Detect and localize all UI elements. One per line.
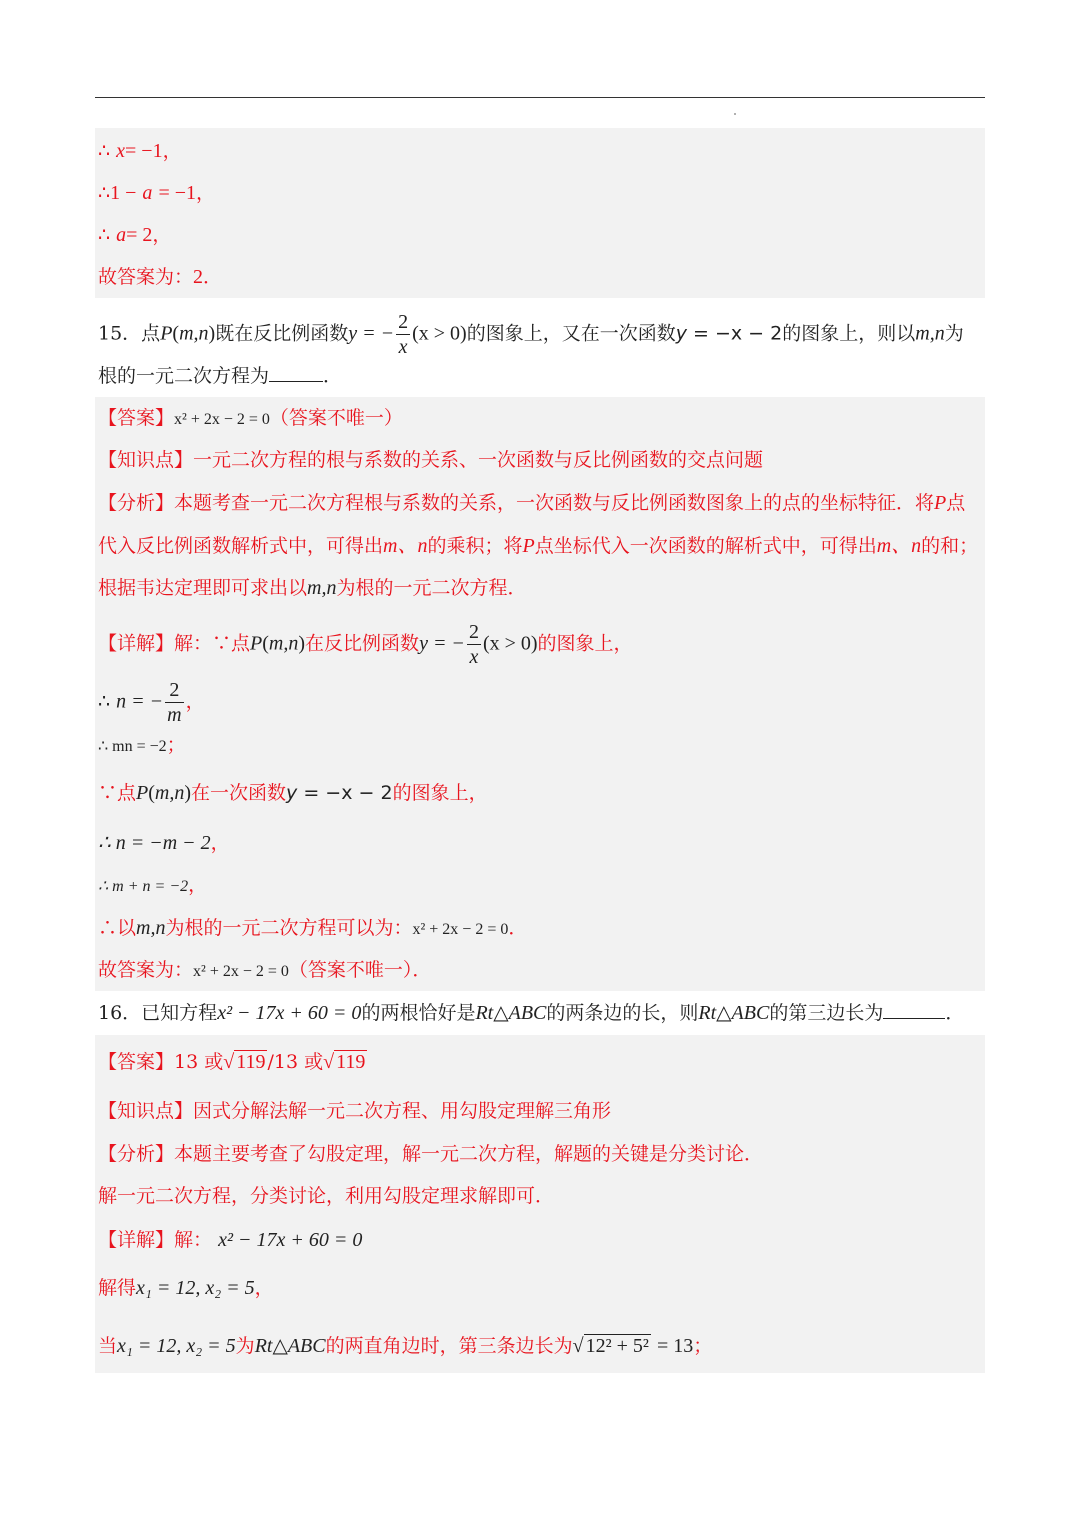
a15-analysis-3: 根据韦达定理即可求出以m,n为根的一元二次方程． [98,577,527,599]
a15-step-4: ∴ n = −m − 2， [98,832,230,854]
a16-sqrt-2: √ 119 [323,1051,366,1073]
sol14-step3: ∴ a= 2， [98,224,172,246]
sol14-step1: ∴ x= −1， [98,140,182,162]
a15-detail-1: 【详解】解：∵点P(m,n)在反比例函数y = − $\frac{2}{x}$ (x > 0)的图象上， [98,621,633,668]
q15-line1: 15．点P(m,n)既在反比例函数y = − $\frac{2}{x}$ (x > 0)的图象上，又在一次函数y = −x − 2的图象上，则以m,n为 [98,311,964,358]
a15-step-5: ∴ m + n = −2， [98,874,208,896]
a16-sqrt-1: √ 119 [223,1051,266,1073]
a15-step-2: ∴ mn = −2； [98,734,186,756]
a16-case-1: 当x₁ = 12, x₂ = 5为Rt△ABC的两直角边时，第三条边长为√ 12² + 5² = 13； [98,1332,985,1360]
a15-knowledge: 【知识点】一元二次方程的根与系数的关系、一次函数与反比例函数的交点问题 [98,449,764,471]
a15-analysis-2: 代入反比例函数解析式中，可得出m、n的乘积；将P点坐标代入一次函数的解析式中，可得出m、n的和； [98,535,979,557]
a15-analysis-1: 【分析】本题考查一元二次方程根与系数的关系，一次函数与反比例函数图象上的点的坐标特征．将P点 [98,492,966,514]
a16-analysis-2: 解一元二次方程，分类讨论，利用勾股定理求解即可． [98,1185,555,1207]
q16-answer-blank [883,1000,945,1019]
a15-answer: 【答案】x² + 2x − 2 = 0（答案不唯一） [98,407,403,429]
q15-line2: 根的一元二次方程为 ． [98,365,343,387]
header-dot [734,113,736,115]
a15-step-1: ∴ n = − $\frac{2}{m}$ ， [98,679,205,726]
a16-solutions: 解得x₁ = 12, x₂ = 5， [98,1277,274,1299]
q15-fraction: $\frac{2}{x}$ [398,311,409,358]
a16-detail-1: 【详解】解： x² − 17x + 60 = 0 [98,1229,363,1251]
q15-answer-blank [269,363,323,382]
sol14-answer: 故答案为：2． [98,266,223,288]
a15-step1-fraction: $\frac{2}{m}$ [167,679,182,726]
sol14-step2: ∴1 − a = −1， [98,182,216,204]
a16-case-sqrt: √ 12² + 5² [572,1335,649,1357]
a16-knowledge: 【知识点】因式分解法解一元二次方程、用勾股定理解三角形 [98,1100,612,1122]
a16-analysis-1: 【分析】本题主要考查了勾股定理，解一元二次方程，解题的关键是分类讨论． [98,1143,764,1165]
header-rule [95,97,985,98]
a15-step-6: ∴以m,n为根的一元二次方程可以为：x² + 2x − 2 = 0． [98,917,528,939]
q16-line: 16．已知方程x² − 17x + 60 = 0的两根恰好是Rt△ABC的两条边的长，则Rt△ABC的第三边长为 ． [98,1002,965,1024]
a15-step-3: ∵点P(m,n)在一次函数y = −x − 2的图象上， [98,782,488,804]
a15-final-answer: 故答案为：x² + 2x − 2 = 0（答案不唯一）． [98,959,432,981]
a16-answer: 【答案】13 或√ 119 /13 或√ 119 [98,1048,985,1076]
a15-fraction: $\frac{2}{x}$ [468,621,479,668]
